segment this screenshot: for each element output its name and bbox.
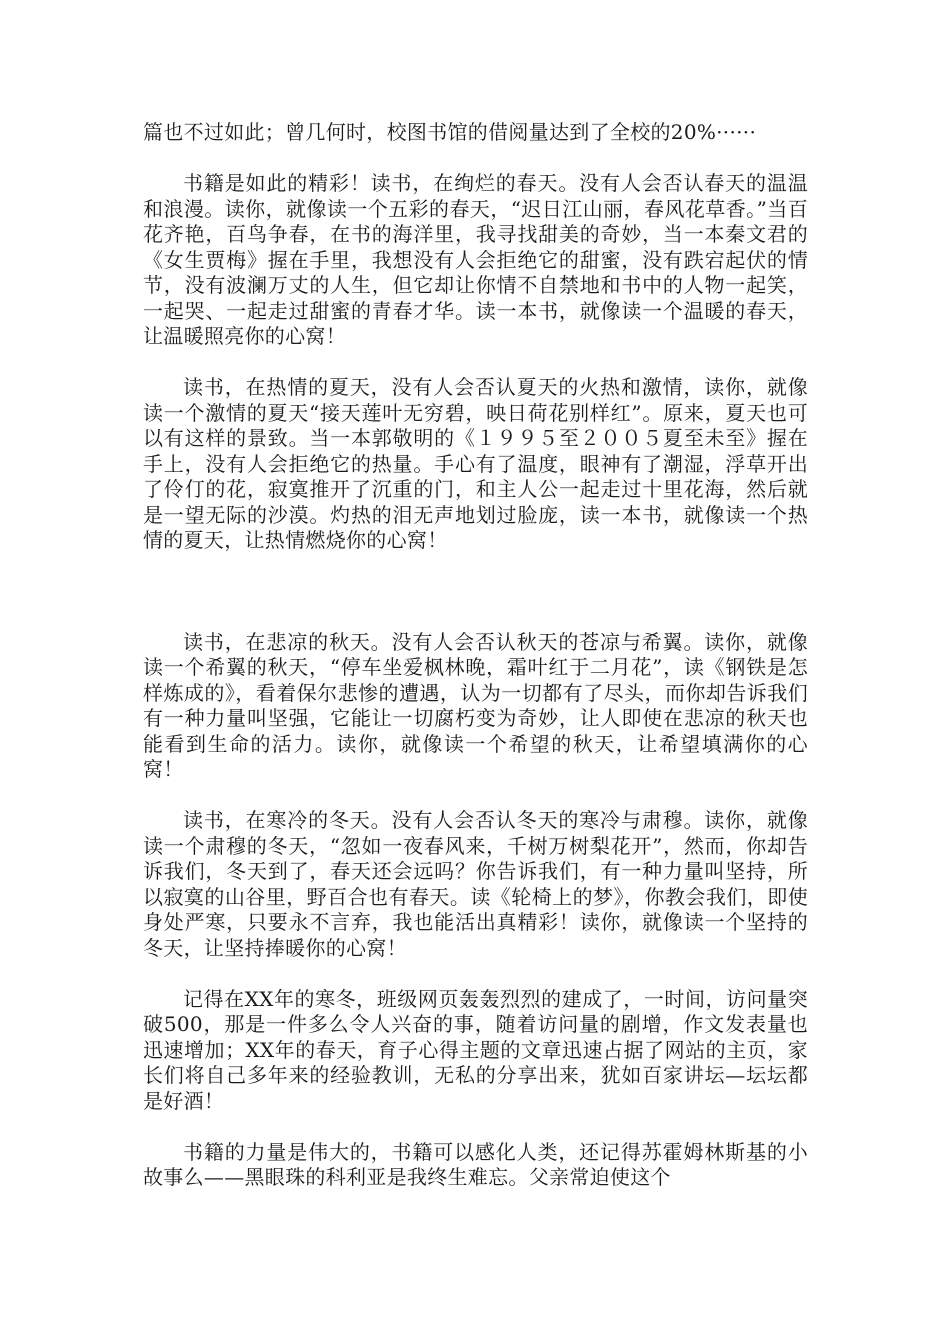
document-body <box>143 120 808 1216</box>
paragraph-winter: 读书，在寒冷的冬天。没有人会否认冬天的寒冷与肃穆。读你，就像读一个肃穆的冬天，“忽如一夜春风来，千树万树梨花开”，然而，你却告诉我们，冬天到了，春天还会远吗？你告诉我们，有一种力量叫坚持，所以寂寞的山谷里，野百合也有春天。读《轮椅上的梦》，你教会我们，即使身处严寒，只要永不言弃，我也能活出真精彩！读你，就像读一个坚持的冬天，让坚持捧暖你的心窝！ <box>143 808 808 960</box>
paragraph-autumn: 读书，在悲凉的秋天。没有人会否认秋天的苍凉与希翼。读你，就像读一个希翼的秋天，“停车坐爱枫林晚，霜叶红于二月花”，读《钢铁是怎样炼成的》，看着保尔悲惨的遭遇，认为一切都有了尽头，而你却告诉我们有一种力量叫坚强，它能让一切腐朽变为奇妙，让人即使在悲凉的秋天也能看到生命的活力。读你，就像读一个希望的秋天，让希望填满你的心窝！ <box>143 629 808 781</box>
paragraph-class-website: 记得在XX年的寒冬，班级网页轰轰烈烈的建成了，一时间，访问量突破500，那是一件多么令人兴奋的事，随着访问量的剧增，作文发表量也迅速增加；XX年的春天，育子心得主题的文章迅速占据了网站的主页，家长们将自己多年来的经验教训，无私的分享出来，犹如百家讲坛—坛坛都是好酒！ <box>143 986 808 1113</box>
paragraph-power-of-books: 书籍的力量是伟大的，书籍可以感化人类，还记得苏霍姆林斯基的小故事么——黑眼珠的科利亚是我终生难忘。父亲常迫使这个 <box>143 1139 808 1189</box>
paragraph-summer: 读书，在热情的夏天，没有人会否认夏天的火热和激情，读你，就像读一个激情的夏天“接天莲叶无穷碧，映日荷花别样红”。原来，夏天也可以有这样的景致。当一本郭敬明的《１９９５至２００５夏至未至》握在手上，没有人会拒绝它的热量。手心有了温度，眼神有了潮湿，浮草开出了伶仃的花，寂寞推开了沉重的门，和主人公一起走过十里花海，然后就是一望无际的沙漠。灼热的泪无声地划过脸庞，读一本书，就像读一个热情的夏天，让热情燃烧你的心窝！ <box>143 375 808 552</box>
paragraph-continuation: 篇也不过如此；曾几何时，校图书馆的借阅量达到了全校的20%······ <box>143 120 757 144</box>
paragraph-spring: 书籍是如此的精彩！读书，在绚烂的春天。没有人会否认春天的温温和浪漫。读你，就像读一个五彩的春天，“迟日江山丽，春风花草香。”当百花齐艳，百鸟争春，在书的海洋里，我寻找甜美的奇妙，当一本秦文君的《女生贾梅》握在手里，我想没有人会拒绝它的甜蜜，没有跌宕起伏的情节，没有波澜万丈的人生，但它却让你情不自禁地和书中的人物一起笑，一起哭、一起走过甜蜜的青春才华。读一本书，就像读一个温暖的春天，让温暖照亮你的心窝！ <box>143 171 808 348</box>
